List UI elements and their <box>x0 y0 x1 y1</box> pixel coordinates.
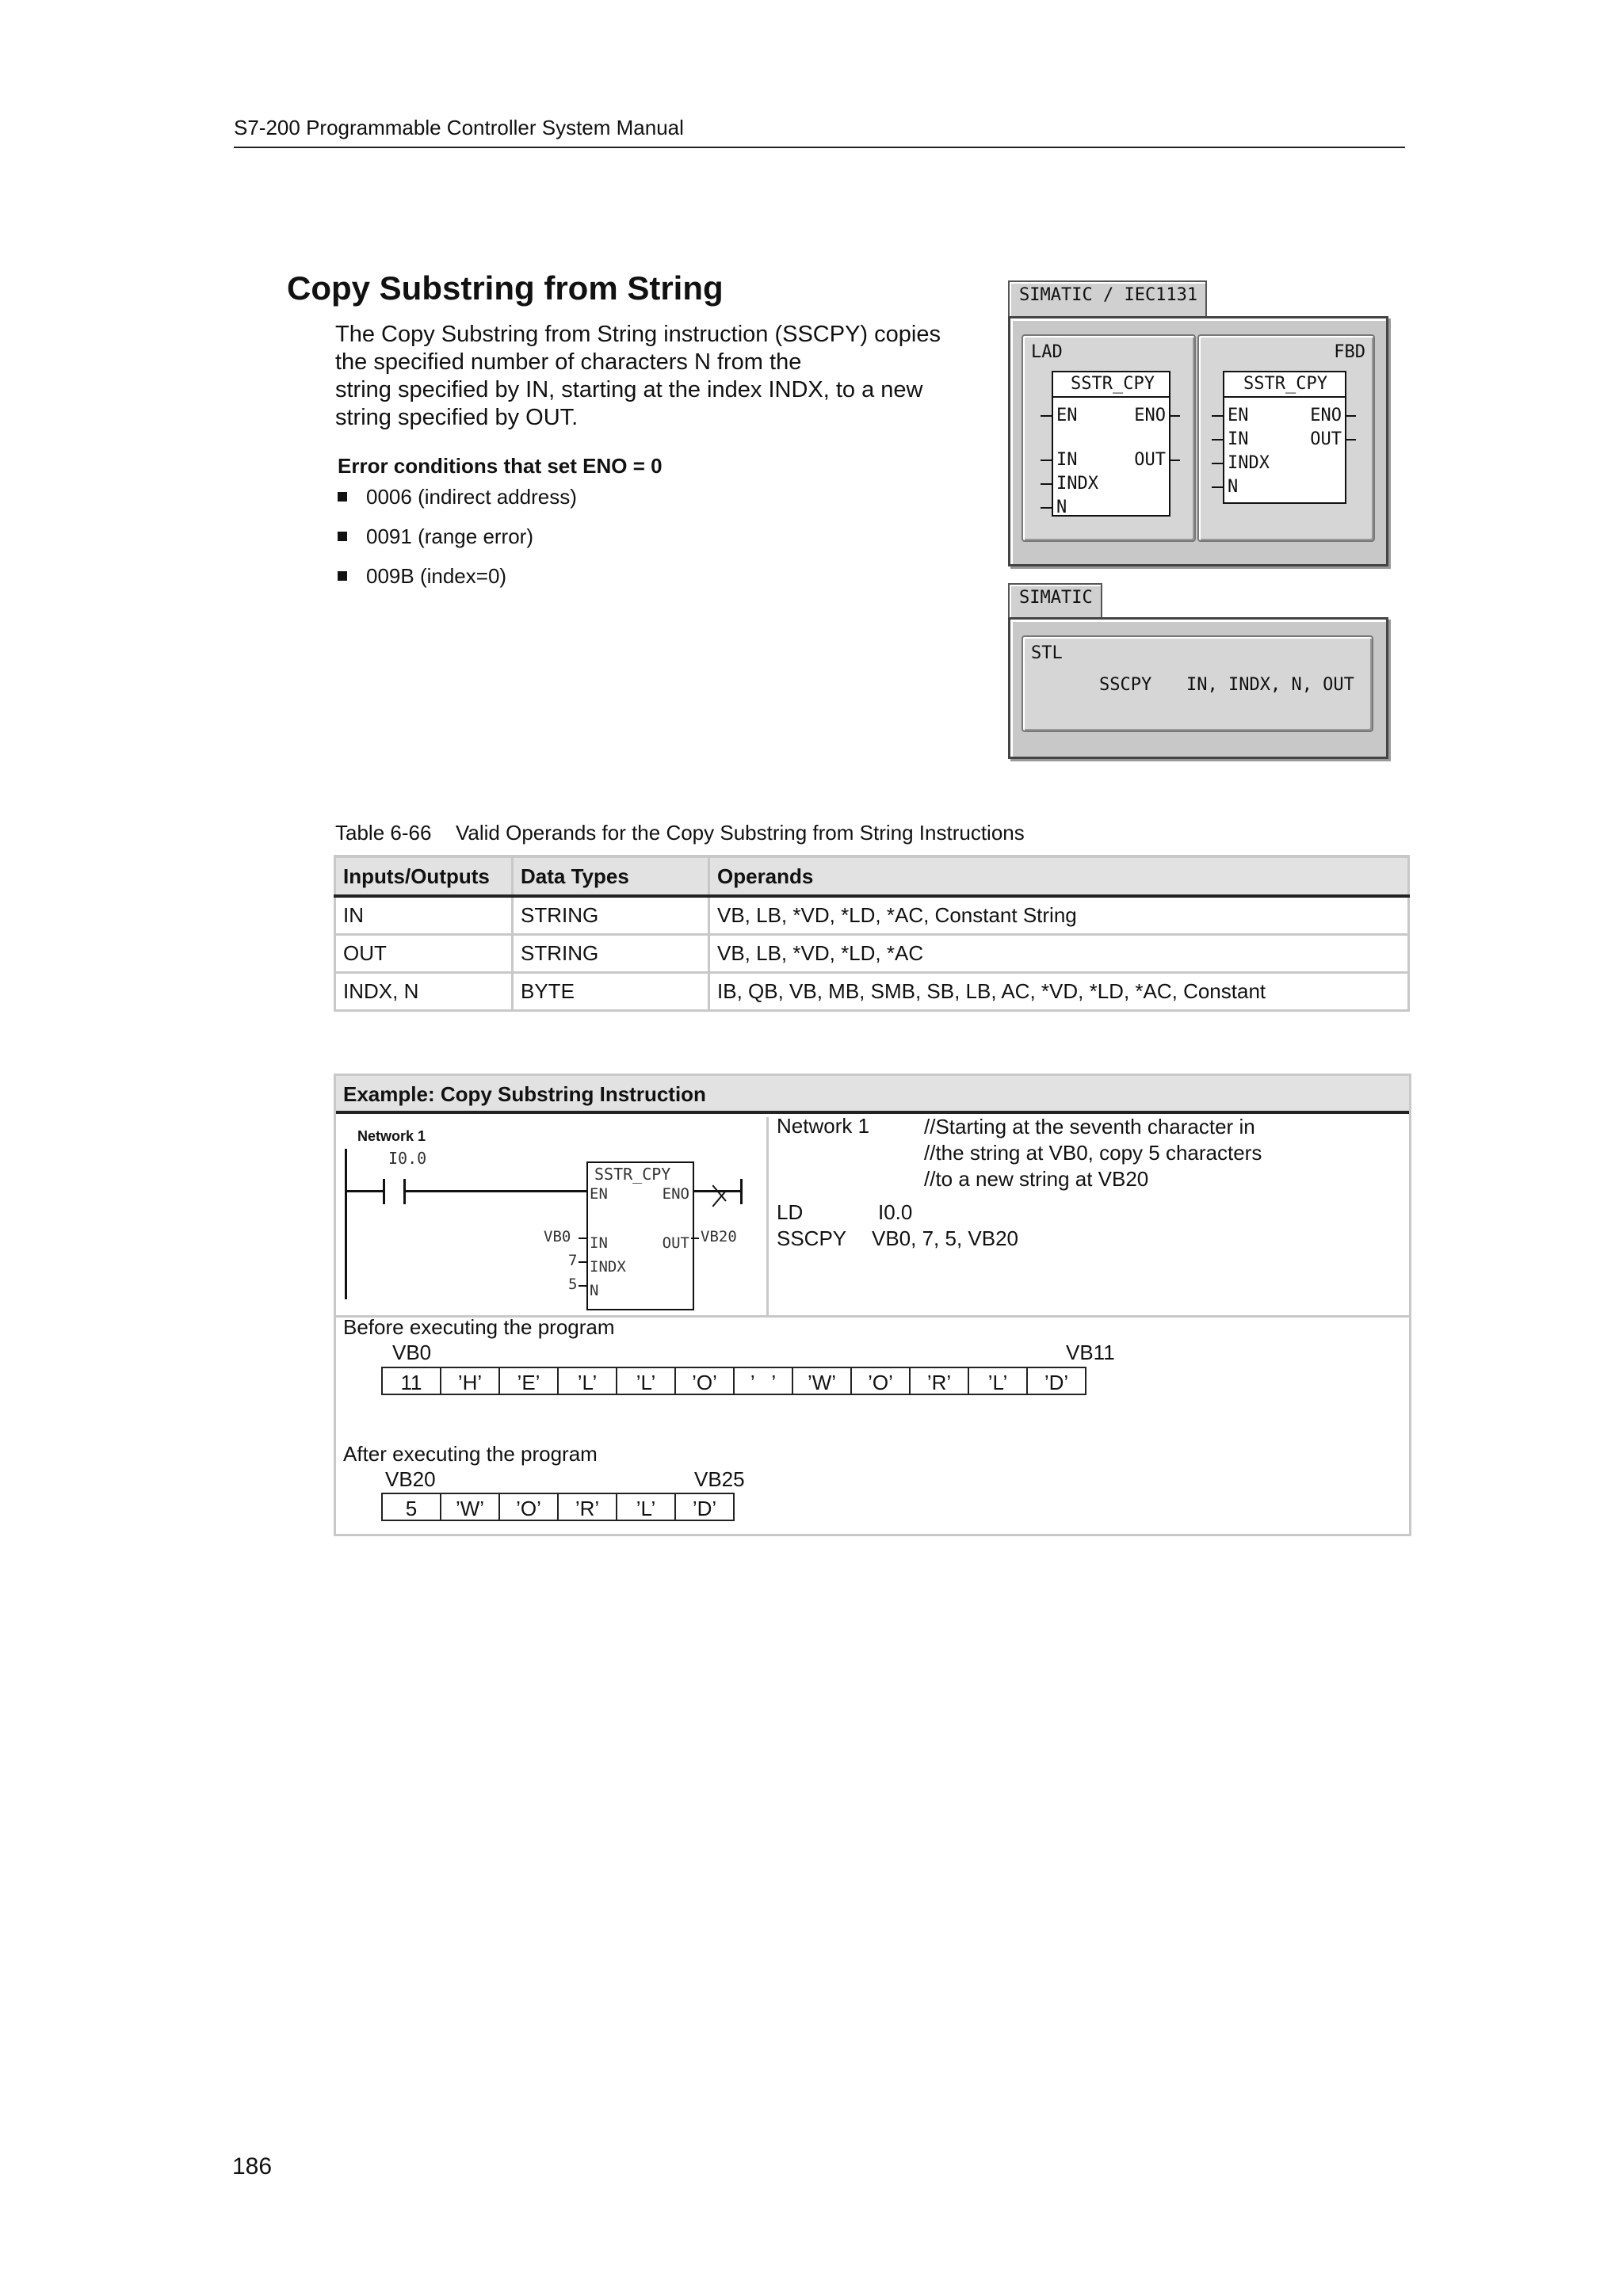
table-cell: IN <box>335 896 513 935</box>
in-value: VB0 <box>544 1228 571 1245</box>
pin-n: N <box>590 1282 599 1299</box>
stl-pane <box>1022 635 1373 732</box>
stl-comment-line: //Starting at the seventh character in <box>924 1115 1255 1138</box>
memory-cell: ’L’ <box>616 1493 676 1521</box>
eno-arrow-icon <box>740 1179 743 1204</box>
before-label: Before executing the program <box>343 1315 615 1339</box>
lad-fbd-panel <box>1008 316 1388 566</box>
table-row <box>335 935 1409 973</box>
error-list <box>338 485 577 604</box>
memory-cell: 11 <box>381 1367 441 1395</box>
bullet-icon <box>338 532 347 541</box>
stl-panel <box>1008 617 1388 759</box>
pin-eno: ENO <box>1134 406 1166 425</box>
ladder-diagram <box>336 1117 766 1315</box>
memory-cell: ’ ’ <box>733 1367 793 1395</box>
stl-network: Network 1 <box>777 1114 870 1138</box>
pin-out: OUT <box>1134 450 1166 470</box>
memory-cell: ’W’ <box>440 1493 500 1521</box>
after-label: After executing the program <box>343 1442 598 1466</box>
n-value: 5 <box>568 1276 578 1293</box>
memory-cell: ’D’ <box>674 1493 735 1521</box>
contact-address: I0.0 <box>388 1149 427 1168</box>
intro-line: string specified by IN, starting at the index INDX, to a new <box>335 377 923 402</box>
before-start-address: VB0 <box>392 1341 432 1364</box>
before-end-address: VB11 <box>1066 1341 1115 1364</box>
bullet-icon <box>338 492 347 502</box>
column-header: Data Types <box>513 856 709 896</box>
memory-cell: ’W’ <box>792 1367 852 1395</box>
running-header: S7-200 Programmable Controller System Manual <box>234 116 684 139</box>
stl-mnemonic: SSCPY <box>1099 675 1152 695</box>
memory-cell: ’R’ <box>557 1493 617 1521</box>
stl-comments <box>924 1114 1262 1192</box>
pin-out: OUT <box>662 1234 689 1252</box>
column-header: Operands <box>709 856 1409 896</box>
pin-n: N <box>1228 477 1239 497</box>
pin-n: N <box>1056 498 1067 517</box>
fbd-label: FBD <box>1334 342 1365 362</box>
sstr-cpy-block <box>586 1161 694 1310</box>
pin-in: IN <box>1228 429 1249 449</box>
pin-eno: ENO <box>1310 406 1342 425</box>
pin-in: IN <box>590 1234 608 1252</box>
operand-table <box>334 855 1410 1012</box>
before-memory-row <box>381 1367 1086 1395</box>
pin-out: OUT <box>1310 429 1342 449</box>
page-number: 186 <box>232 2153 273 2180</box>
memory-cell: ’L’ <box>557 1367 617 1395</box>
table-cell: OUT <box>335 935 513 973</box>
table-cell: VB, LB, *VD, *LD, *AC, Constant String <box>709 896 1409 935</box>
stl-label: STL <box>1031 643 1063 663</box>
header-rule <box>234 147 1405 148</box>
memory-cell: ’O’ <box>498 1493 559 1521</box>
lad-block <box>1052 371 1170 517</box>
pin-en: EN <box>1056 406 1078 425</box>
stl-op: LD <box>777 1200 804 1224</box>
lad-pane <box>1022 334 1196 542</box>
lad-label: LAD <box>1031 342 1063 362</box>
after-end-address: VB25 <box>694 1467 745 1491</box>
example-divider <box>766 1117 769 1315</box>
memory-cell: ’L’ <box>616 1367 676 1395</box>
table-cell: BYTE <box>513 973 709 1011</box>
network-label: Network 1 <box>357 1128 426 1144</box>
table-caption <box>335 821 1025 845</box>
stl-comment-line: //the string at VB0, copy 5 characters <box>924 1141 1262 1165</box>
stl-operands: IN, INDX, N, OUT <box>1186 675 1354 695</box>
pin-eno: ENO <box>662 1185 689 1203</box>
indx-value: 7 <box>568 1252 578 1269</box>
tab-simatic: SIMATIC <box>1008 583 1102 620</box>
table-caption-text: Valid Operands for the Copy Substring from String Instructions <box>456 821 1025 845</box>
table-row <box>335 896 1409 935</box>
table-cell: STRING <box>513 896 709 935</box>
out-value: VB20 <box>701 1228 737 1245</box>
table-header-row <box>335 856 1409 896</box>
table-cell: INDX, N <box>335 973 513 1011</box>
stl-arg: VB0, 7, 5, VB20 <box>872 1226 1019 1250</box>
memory-cell: ’L’ <box>968 1367 1028 1395</box>
table-row <box>335 973 1409 1011</box>
block-name: SSTR_CPY <box>594 1165 671 1184</box>
error-item: 0006 (indirect address) <box>338 485 577 524</box>
table-cell: STRING <box>513 935 709 973</box>
after-start-address: VB20 <box>385 1467 436 1491</box>
stl-arg: I0.0 <box>878 1200 913 1224</box>
memory-cell: ’E’ <box>498 1367 559 1395</box>
pin-en: EN <box>1228 406 1249 425</box>
fbd-block <box>1223 371 1346 504</box>
memory-cell: ’H’ <box>440 1367 500 1395</box>
bullet-icon <box>338 571 347 581</box>
column-header: Inputs/Outputs <box>335 856 513 896</box>
pin-indx: INDX <box>1056 474 1098 494</box>
table-cell: VB, LB, *VD, *LD, *AC <box>709 935 1409 973</box>
intro-line: string specified by OUT. <box>335 405 579 430</box>
pin-indx: INDX <box>590 1258 626 1276</box>
table-number: Table 6-66 <box>335 821 432 845</box>
error-item: 0091 (range error) <box>338 524 577 564</box>
intro-line: the specified number of characters N from the <box>335 349 802 375</box>
fbd-block-name: SSTR_CPY <box>1243 374 1327 394</box>
pin-in: IN <box>1056 450 1078 470</box>
memory-cell: ’D’ <box>1026 1367 1086 1395</box>
memory-cell: ’O’ <box>850 1367 911 1395</box>
example-title: Example: Copy Substring Instruction <box>336 1076 1409 1114</box>
stl-op: SSCPY <box>777 1226 847 1250</box>
after-memory-row <box>381 1493 735 1521</box>
section-title: Copy Substring from String <box>287 269 724 307</box>
error-item: 009B (index=0) <box>338 564 577 604</box>
stl-comment-line: //to a new string at VB20 <box>924 1167 1149 1191</box>
fbd-pane <box>1197 334 1375 542</box>
error-conditions-heading: Error conditions that set ENO = 0 <box>338 454 663 478</box>
pin-indx: INDX <box>1228 453 1270 473</box>
intro-paragraph <box>335 321 993 432</box>
memory-cell: ’R’ <box>909 1367 969 1395</box>
table-cell: IB, QB, VB, MB, SMB, SB, LB, AC, *VD, *LD, *AC, Constant <box>709 973 1409 1011</box>
memory-cell: ’O’ <box>674 1367 735 1395</box>
example-box <box>334 1074 1411 1536</box>
pin-en: EN <box>590 1185 608 1203</box>
lad-block-name: SSTR_CPY <box>1071 374 1155 394</box>
tab-simatic-iec1131: SIMATIC / IEC1131 <box>1008 280 1207 318</box>
contact-symbol <box>383 1179 385 1204</box>
intro-line: The Copy Substring from String instruction (SSCPY) copies <box>335 322 941 347</box>
memory-cell: 5 <box>381 1493 441 1521</box>
power-rail <box>345 1149 347 1299</box>
